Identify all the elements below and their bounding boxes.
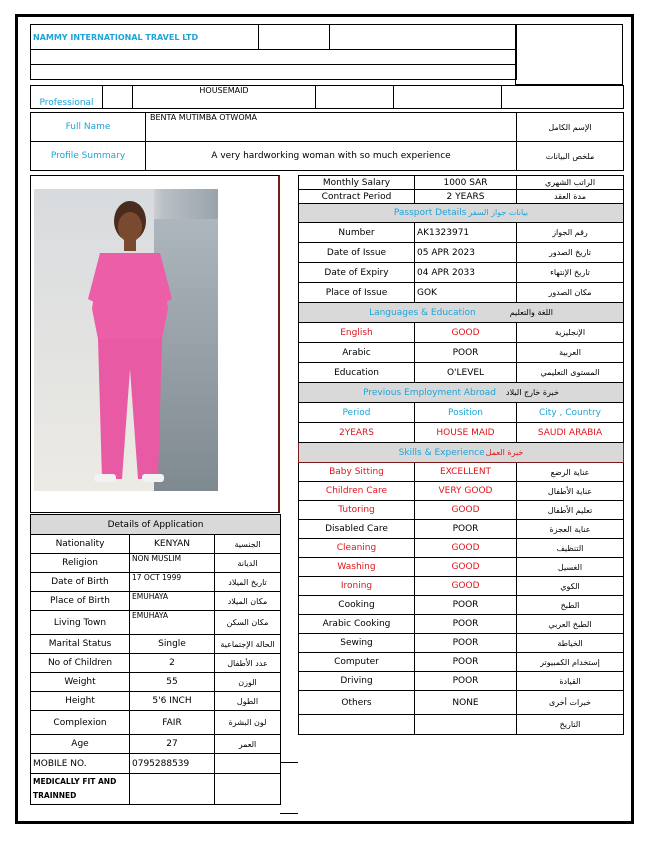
contract-ar: مدة العقد <box>517 190 624 204</box>
employment-col-position: Position <box>415 403 517 423</box>
passport-header-ar: بيانات جواز السفر <box>468 208 529 217</box>
application-header: Details of Application <box>31 515 281 535</box>
application-label: Date of Birth <box>31 573 130 592</box>
language-value: GOOD <box>415 323 517 343</box>
employment-col-period: Period <box>299 403 415 423</box>
skill-value: GOOD <box>415 577 517 596</box>
application-ar: مكان الميلاد <box>215 592 281 611</box>
candidate-photo-frame <box>30 175 280 513</box>
application-label: No of Children <box>31 654 130 673</box>
skill-label: Disabled Care <box>299 520 415 539</box>
passport-row <box>299 283 624 303</box>
language-ar: المستوى التعليمي <box>517 363 624 383</box>
skill-row <box>299 615 624 634</box>
application-row <box>31 654 281 673</box>
skill-value: GOOD <box>415 539 517 558</box>
passport-ar: رقم الجواز <box>517 223 624 243</box>
skill-value: NONE <box>415 691 517 715</box>
language-label: Education <box>299 363 415 383</box>
skill-ar: خبرات أخرى <box>517 691 624 715</box>
application-row <box>31 735 281 754</box>
application-value: NON MUSLIM <box>130 554 215 573</box>
language-rows <box>299 323 624 383</box>
application-value: 5'6 INCH <box>130 692 215 711</box>
name-summary-block <box>30 112 624 171</box>
language-label: Arabic <box>299 343 415 363</box>
passport-rows <box>299 223 624 303</box>
skill-row <box>299 653 624 672</box>
passport-value: 04 APR 2033 <box>415 263 517 283</box>
application-value: KENYAN <box>130 535 215 554</box>
skill-row <box>299 482 624 501</box>
skill-value <box>415 715 517 735</box>
passport-row <box>299 263 624 283</box>
employment-header-text: Previous Employment Abroad <box>363 387 497 398</box>
skill-row <box>299 463 624 482</box>
passport-row <box>299 223 624 243</box>
skill-ar: عناية الرضع <box>517 463 624 482</box>
skill-ar: عناية الأطفال <box>517 482 624 501</box>
application-value: EMUHAYA <box>130 592 215 611</box>
skill-row <box>299 577 624 596</box>
skill-value: POOR <box>415 596 517 615</box>
skill-value: GOOD <box>415 501 517 520</box>
skill-label: Arabic Cooking <box>299 615 415 634</box>
contract-label: Contract Period <box>299 190 415 204</box>
contract-value: 2 YEARS <box>415 190 517 204</box>
skill-label: Baby Sitting <box>299 463 415 482</box>
skill-ar: الطبخ العربي <box>517 615 624 634</box>
mobile-label: MOBILE NO. <box>31 754 130 774</box>
application-label: Marital Status <box>31 635 130 654</box>
skill-value: VERY GOOD <box>415 482 517 501</box>
languages-header <box>299 303 624 323</box>
skill-label: Washing <box>299 558 415 577</box>
salary-label: Monthly Salary <box>299 176 415 190</box>
application-label: Place of Birth <box>31 592 130 611</box>
skill-label: Cooking <box>299 596 415 615</box>
skill-ar: عناية العجزة <box>517 520 624 539</box>
passport-ar: تاريخ الإنتهاء <box>517 263 624 283</box>
skill-row <box>299 596 624 615</box>
skills-header-ar: خبرة العمل <box>485 447 524 457</box>
languages-header-ar: اللغة والتعليم <box>509 307 553 317</box>
skill-value: POOR <box>415 520 517 539</box>
application-value: 27 <box>130 735 215 754</box>
passport-label: Number <box>299 223 415 243</box>
language-row <box>299 343 624 363</box>
languages-header-text: Languages & Education <box>369 307 476 318</box>
application-value: FAIR <box>130 711 215 735</box>
application-label: Nationality <box>31 535 130 554</box>
skill-row <box>299 691 624 715</box>
logo-box <box>515 24 623 85</box>
skills-header-text: Skills & Experience <box>398 447 485 458</box>
employment-header-ar: خبرة خارج البلاد <box>506 387 559 397</box>
application-ar: الوزن <box>215 673 281 692</box>
mobile-value: 0795288539 <box>130 754 215 774</box>
skill-label: Cleaning <box>299 539 415 558</box>
application-ar: مكان السكن <box>215 611 281 635</box>
skill-ar: التنظيف <box>517 539 624 558</box>
skill-value: GOOD <box>415 558 517 577</box>
employment-period: 2YEARS <box>299 423 415 443</box>
employment-header <box>299 383 624 403</box>
passport-value: 05 APR 2023 <box>415 243 517 263</box>
profession-row <box>30 85 624 109</box>
skill-label <box>299 715 415 735</box>
application-value: 2 <box>130 654 215 673</box>
skill-value: POOR <box>415 634 517 653</box>
skill-row <box>299 520 624 539</box>
language-row <box>299 323 624 343</box>
profile-summary-ar: ملخص البيانات <box>517 142 624 171</box>
skill-ar: الكوي <box>517 577 624 596</box>
full-name-label: Full Name <box>31 113 146 142</box>
skill-ar: تعليم الأطفال <box>517 501 624 520</box>
header-block <box>30 24 517 80</box>
skill-value: POOR <box>415 653 517 672</box>
skill-ar: التاريخ <box>517 715 624 735</box>
passport-label: Date of Expiry <box>299 263 415 283</box>
language-ar: الإنجليزية <box>517 323 624 343</box>
skill-row <box>299 672 624 691</box>
medical-label: MEDICALLY FIT AND TRAINNED <box>31 774 130 805</box>
application-value: 17 OCT 1999 <box>130 573 215 592</box>
profile-summary-value: A very hardworking woman with so much experience <box>146 142 517 171</box>
application-ar: الديانة <box>215 554 281 573</box>
application-row <box>31 611 281 635</box>
passport-label: Date of Issue <box>299 243 415 263</box>
application-details <box>30 514 281 805</box>
language-label: English <box>299 323 415 343</box>
skill-rows <box>299 463 624 735</box>
application-ar: الطول <box>215 692 281 711</box>
language-ar: العربية <box>517 343 624 363</box>
skill-row <box>299 501 624 520</box>
passport-ar: تاريخ الصدور <box>517 243 624 263</box>
skill-value: POOR <box>415 672 517 691</box>
application-ar: العمر <box>215 735 281 754</box>
application-row <box>31 592 281 611</box>
application-label: Age <box>31 735 130 754</box>
language-value: O'LEVEL <box>415 363 517 383</box>
application-label: Weight <box>31 673 130 692</box>
application-row <box>31 692 281 711</box>
application-ar: تاريخ الميلاد <box>215 573 281 592</box>
passport-label: Place of Issue <box>299 283 415 303</box>
skill-value: EXCELLENT <box>415 463 517 482</box>
skill-value: POOR <box>415 615 517 634</box>
application-row <box>31 573 281 592</box>
skill-ar: القيادة <box>517 672 624 691</box>
skill-row <box>299 558 624 577</box>
right-column <box>298 175 624 735</box>
passport-header-text: Passport Details <box>393 208 467 218</box>
employment-col-country: City , Country <box>517 403 624 423</box>
application-row <box>31 673 281 692</box>
passport-value: AK1323971 <box>415 223 517 243</box>
application-rows <box>31 535 281 754</box>
application-value: Single <box>130 635 215 654</box>
skill-row <box>299 539 624 558</box>
passport-header <box>299 204 624 223</box>
skill-ar: الطبخ <box>517 596 624 615</box>
full-name-ar: الإسم الكامل <box>517 113 624 142</box>
skill-ar: الخياطة <box>517 634 624 653</box>
skill-label: Ironing <box>299 577 415 596</box>
skill-label: Sewing <box>299 634 415 653</box>
application-row <box>31 711 281 735</box>
language-value: POOR <box>415 343 517 363</box>
application-ar: عدد الأطفال <box>215 654 281 673</box>
skill-row <box>299 715 624 735</box>
profile-summary-label: Profile Summary <box>31 142 146 171</box>
full-name-value: BENTA MUTIMBA OTWOMA <box>146 113 517 142</box>
profession-label: Professional <box>31 86 103 109</box>
profession-value: HOUSEMAID <box>133 86 316 109</box>
candidate-photo <box>34 189 218 491</box>
salary-ar: الراتب الشهري <box>517 176 624 190</box>
application-ar: الحالة الإجتماعية <box>215 635 281 654</box>
skill-label: Others <box>299 691 415 715</box>
language-row <box>299 363 624 383</box>
skill-ar: الغسيل <box>517 558 624 577</box>
application-ar: الجنسية <box>215 535 281 554</box>
passport-value: GOK <box>415 283 517 303</box>
skill-label: Children Care <box>299 482 415 501</box>
skill-ar: إستخدام الكمبيوتر <box>517 653 624 672</box>
application-label: Religion <box>31 554 130 573</box>
application-ar: لون البشرة <box>215 711 281 735</box>
skill-label: Driving <box>299 672 415 691</box>
application-row <box>31 535 281 554</box>
skills-header <box>299 443 624 463</box>
application-row <box>31 554 281 573</box>
application-label: Complexion <box>31 711 130 735</box>
application-row <box>31 635 281 654</box>
employment-position: HOUSE MAID <box>415 423 517 443</box>
application-label: Height <box>31 692 130 711</box>
skill-row <box>299 634 624 653</box>
salary-value: 1000 SAR <box>415 176 517 190</box>
agency-name: NAMMY INTERNATIONAL TRAVEL LTD <box>31 25 259 50</box>
passport-ar: مكان الصدور <box>517 283 624 303</box>
passport-row <box>299 243 624 263</box>
application-value: EMUHAYA <box>130 611 215 635</box>
skill-label: Computer <box>299 653 415 672</box>
person-figure-icon <box>34 189 218 491</box>
application-label: Living Town <box>31 611 130 635</box>
application-value: 55 <box>130 673 215 692</box>
skill-label: Tutoring <box>299 501 415 520</box>
employment-country: SAUDI ARABIA <box>517 423 624 443</box>
